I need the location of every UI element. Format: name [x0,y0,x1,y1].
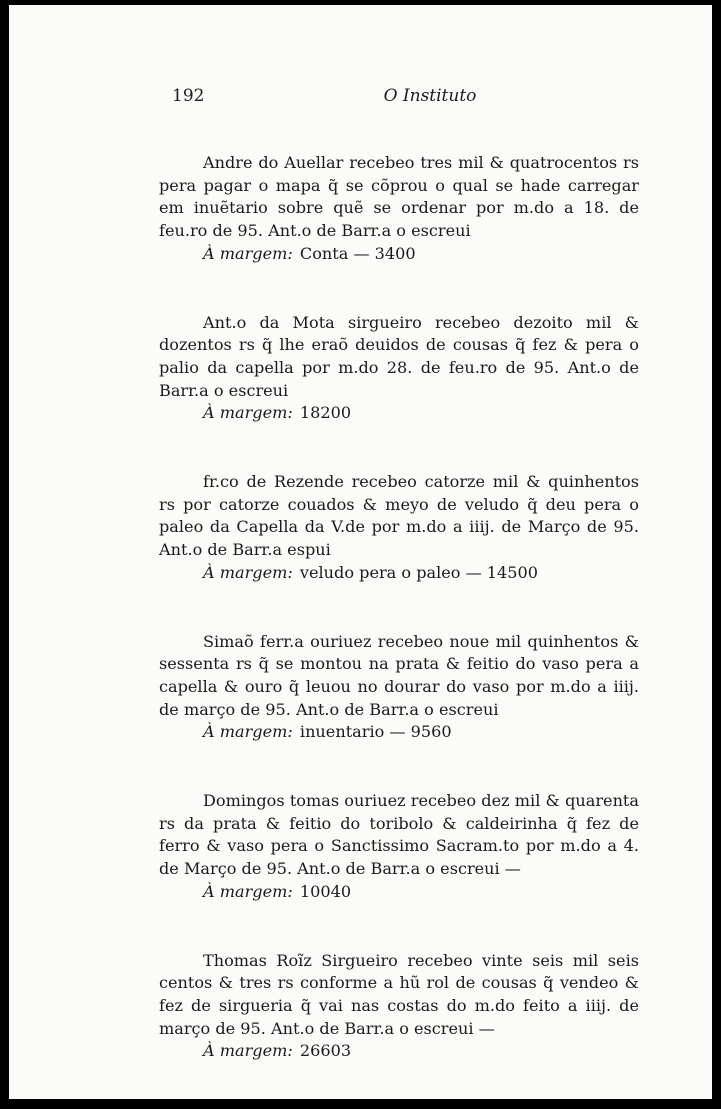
entry-text: Domingos tomas ouriuez recebeo dez mil & quarenta rs da prata & feitio do toribolo & caldeirinha q̃ fez de ferro & vaso pera o Sanctissimo Sacram.to por m.do a 4. de Março de 95. Ant.o de Barr.a o escreui — [159,791,639,879]
margin-label: À margem: [203,1041,293,1061]
page-header [172,86,648,110]
entry [159,312,639,426]
entry-text: Simaõ ferr.a ouriuez recebeo noue mil quinhentos & sessenta rs q̃ se montou na prata & feitio do vaso pera a capella & ouro q̃ leuou no dourar do vaso por m.do a iiij. de março de 95. Ant.o de Barr.a o escreui [159,631,639,719]
margin-value: 18200 [299,403,352,423]
margin-note [159,243,639,266]
entry-text: Ant.o da Mota sirgueiro recebeo dezoito mil & dozentos rs q̃ lhe eraõ deuidos de cousas q̃ fez & pera o palio da capella por m.do 28. de feu.ro de 95. Ant.o de Barr.a o escreui [159,312,639,400]
margin-label: À margem: [203,562,293,582]
entry-text: fr.co de Rezende recebeo catorze mil & quinhentos rs por catorze couados & meyo de veludo q̃ deu pera o paleo da Capella da V.de por m.do a iiij. de Março de 95. Ant.o de Barr.a espui [159,472,639,560]
entry [159,790,639,904]
entry-text: Thomas Roĩz Sirgueiro recebeo vinte seis mil seis centos & tres rs conforme a hũ rol de cousas q̃ vendeo & fez de sirgueria q̃ vai nas costas do m.do feito a iiij. de março de 95. Ant.o de Barr.a o escreui — [159,950,639,1038]
margin-note [159,562,639,585]
margin-value: inuentario — 9560 [299,722,452,742]
margin-note [159,881,639,904]
margin-value: veludo pera o paleo — 14500 [299,562,538,582]
entry [159,631,639,745]
margin-value: Conta — 3400 [299,243,416,263]
margin-note [159,402,639,425]
margin-value: 26603 [299,1041,352,1061]
entry [159,471,639,585]
running-title: O Instituto [383,86,477,106]
margin-label: À margem: [203,243,293,263]
text-block [159,152,639,1109]
margin-label: À margem: [203,403,293,423]
margin-note [159,721,639,744]
margin-label: À margem: [203,722,293,742]
entry [159,152,639,266]
entry-text: Andre do Auellar recebeo tres mil & quatrocentos rs pera pagar o mapa q̃ se cõprou o qual se hade carregar em inuẽtario sobre quẽ se ordenar por m.do a 18. de feu.ro de 95. Ant.o de Barr.a o escreui [159,153,639,241]
entry [159,950,639,1064]
margin-note [159,1040,639,1063]
margin-label: À margem: [203,881,293,901]
margin-value: 10040 [299,881,352,901]
page-number: 192 [172,86,205,106]
